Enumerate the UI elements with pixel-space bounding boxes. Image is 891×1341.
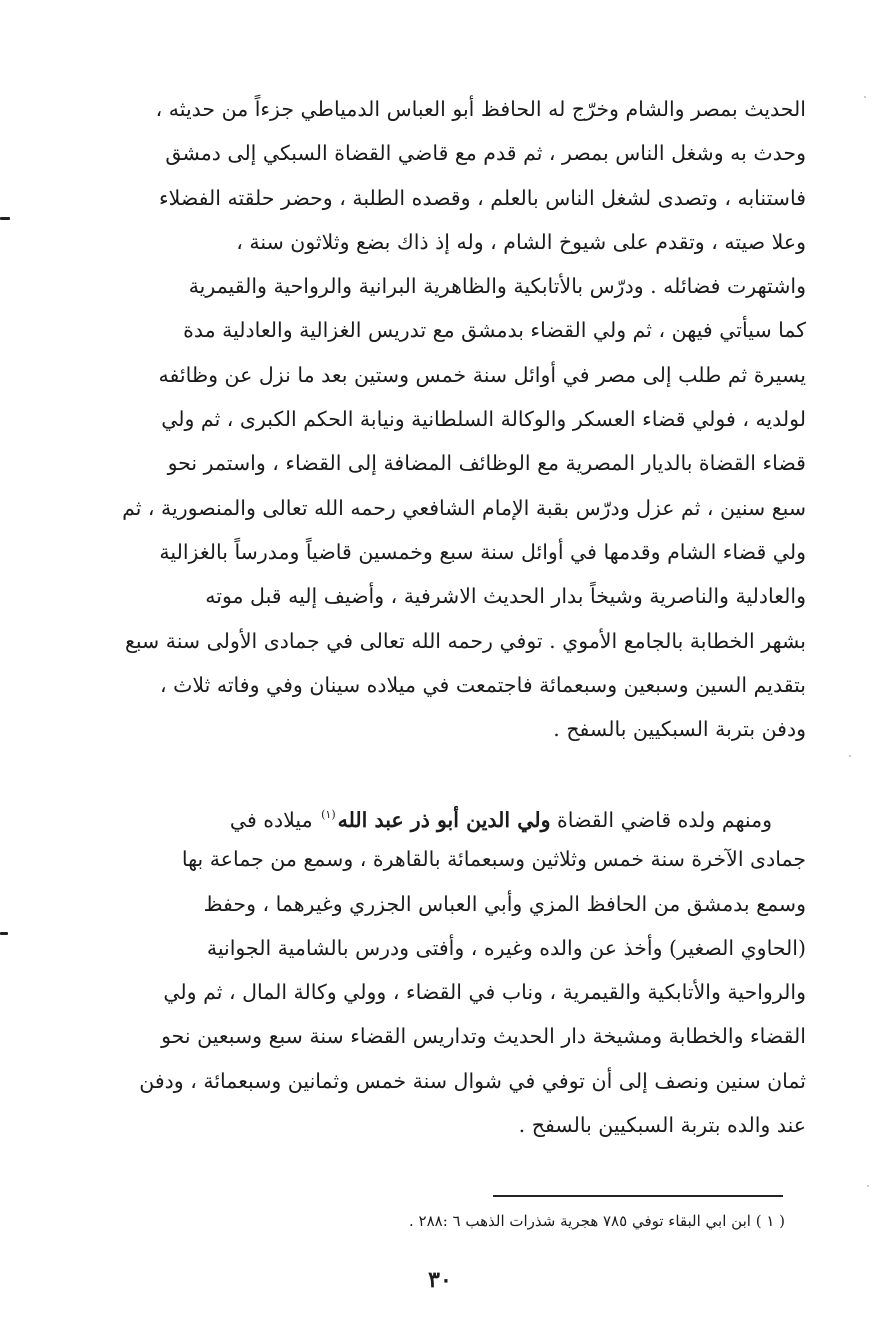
- footnote-reference: (١): [321, 808, 336, 821]
- text-line: وسمع بدمشق من الحافظ المزي وأبي العباس الجزري وغيرهما ، وحفظ: [203, 891, 806, 916]
- text-line: كما سيأتي فيهن ، ثم ولي القضاء بدمشق مع تدريس الغزالية والعادلية مدة: [183, 318, 806, 343]
- text-line: ودفن بتربة السبكيين بالسفح .: [553, 717, 806, 742]
- text-line: سبع سنين ، ثم عزل ودرّس بقبة الإمام الشافعي رحمه الله تعالى والمنصورية ، ثم: [122, 495, 806, 520]
- scan-speck: [864, 96, 866, 98]
- text-line: عند والده بتربة السبكيين بالسفح .: [518, 1113, 806, 1138]
- paragraph-biography-father: [88, 87, 806, 751]
- biographee-name: ولي الدين أبو ذر عبد الله: [337, 808, 551, 832]
- scan-edge-mark: [0, 932, 8, 935]
- scan-speck: [867, 1185, 869, 1187]
- text-line-first: [88, 793, 806, 837]
- text-line: بشهر الخطابة بالجامع الأموي . توفي رحمه الله تعالى في جمادى الأولى سنة سبع: [124, 628, 806, 653]
- text-line: وحدث به وشغل الناس بمصر ، ثم قدم مع قاضي القضاة السبكي إلى دمشق: [165, 141, 806, 166]
- text-line: والرواحية والأتابكية والقيمرية ، وناب في القضاء ، وولي وكالة المال ، ثم ولي: [163, 980, 806, 1005]
- scan-edge-mark: [0, 217, 10, 220]
- text-line: واشتهرت فضائله . ودرّس بالأتابكية والظاهرية البرانية والرواحية والقيمرية: [188, 274, 806, 299]
- text-line: (الحاوي الصغير) وأخذ عن والده وغيره ، وأفتى ودرس بالشامية الجوانية: [206, 935, 806, 960]
- text-line: جمادى الآخرة سنة خمس وثلاثين وسبعمائة بالقاهرة ، وسمع من جماعة بها: [181, 847, 806, 872]
- text-line: قضاء القضاة بالديار المصرية مع الوظائف المضافة إلى القضاء ، واستمر نحو: [167, 451, 806, 476]
- paragraph-biography-son: [88, 793, 806, 1147]
- scan-speck: [849, 755, 851, 757]
- intro-text: ومنهم ولده قاضي القضاة: [557, 808, 772, 832]
- text-line: القضاء والخطابة ومشيخة دار الحديث وتداريس القضاء سنة سبع وسبعين نحو: [161, 1024, 806, 1049]
- text-line: لولديه ، فولي قضاء العسكر والوكالة السلطانية ونيابة الحكم الكبرى ، ثم ولي: [161, 407, 806, 432]
- text-line: فاستنابه ، وتصدى لشغل الناس بالعلم ، وقصده الطلبة ، وحضر حلقته الفضلاء: [159, 185, 806, 210]
- text-line: بتقديم السين وسبعين وسبعمائة فاجتمعت في ميلاده سينان وفي وفاته ثلاث ،: [159, 672, 806, 697]
- text-line: والعادلية والناصرية وشيخاً بدار الحديث الاشرفية ، وأضيف إليه قبل موته: [205, 584, 806, 609]
- text-line: الحديث بمصر والشام وخرّج له الحافظ أبو العباس الدمياطي جزءاً من حديثه ،: [155, 97, 806, 121]
- text-line: ولي قضاء الشام وقدمها في أوائل سنة سبع وخمسين قاضياً ومدرساً بالغزالية: [159, 539, 806, 564]
- text-line: ثمان سنين ونصف إلى أن توفي في شوال سنة خمس وثمانين وسبعمائة ، ودفن: [139, 1068, 806, 1093]
- intro-text-end: ميلاده في: [229, 808, 313, 832]
- footnote-text: ( ١ ) ابن ابي البقاء توفي ٧٨٥ هجرية شذرات الذهب ٦ :٢٨٨ .: [409, 1212, 785, 1230]
- page-number: ٣٠: [428, 1267, 452, 1293]
- text-line: يسيرة ثم طلب إلى مصر في أوائل سنة خمس وستين بعد ما نزل عن وظائفه: [158, 362, 806, 387]
- text-line: وعلا صيته ، وتقدم على شيوخ الشام ، وله إذ ذاك بضع وثلاثون سنة ،: [236, 229, 806, 254]
- footnote-divider: [493, 1195, 783, 1197]
